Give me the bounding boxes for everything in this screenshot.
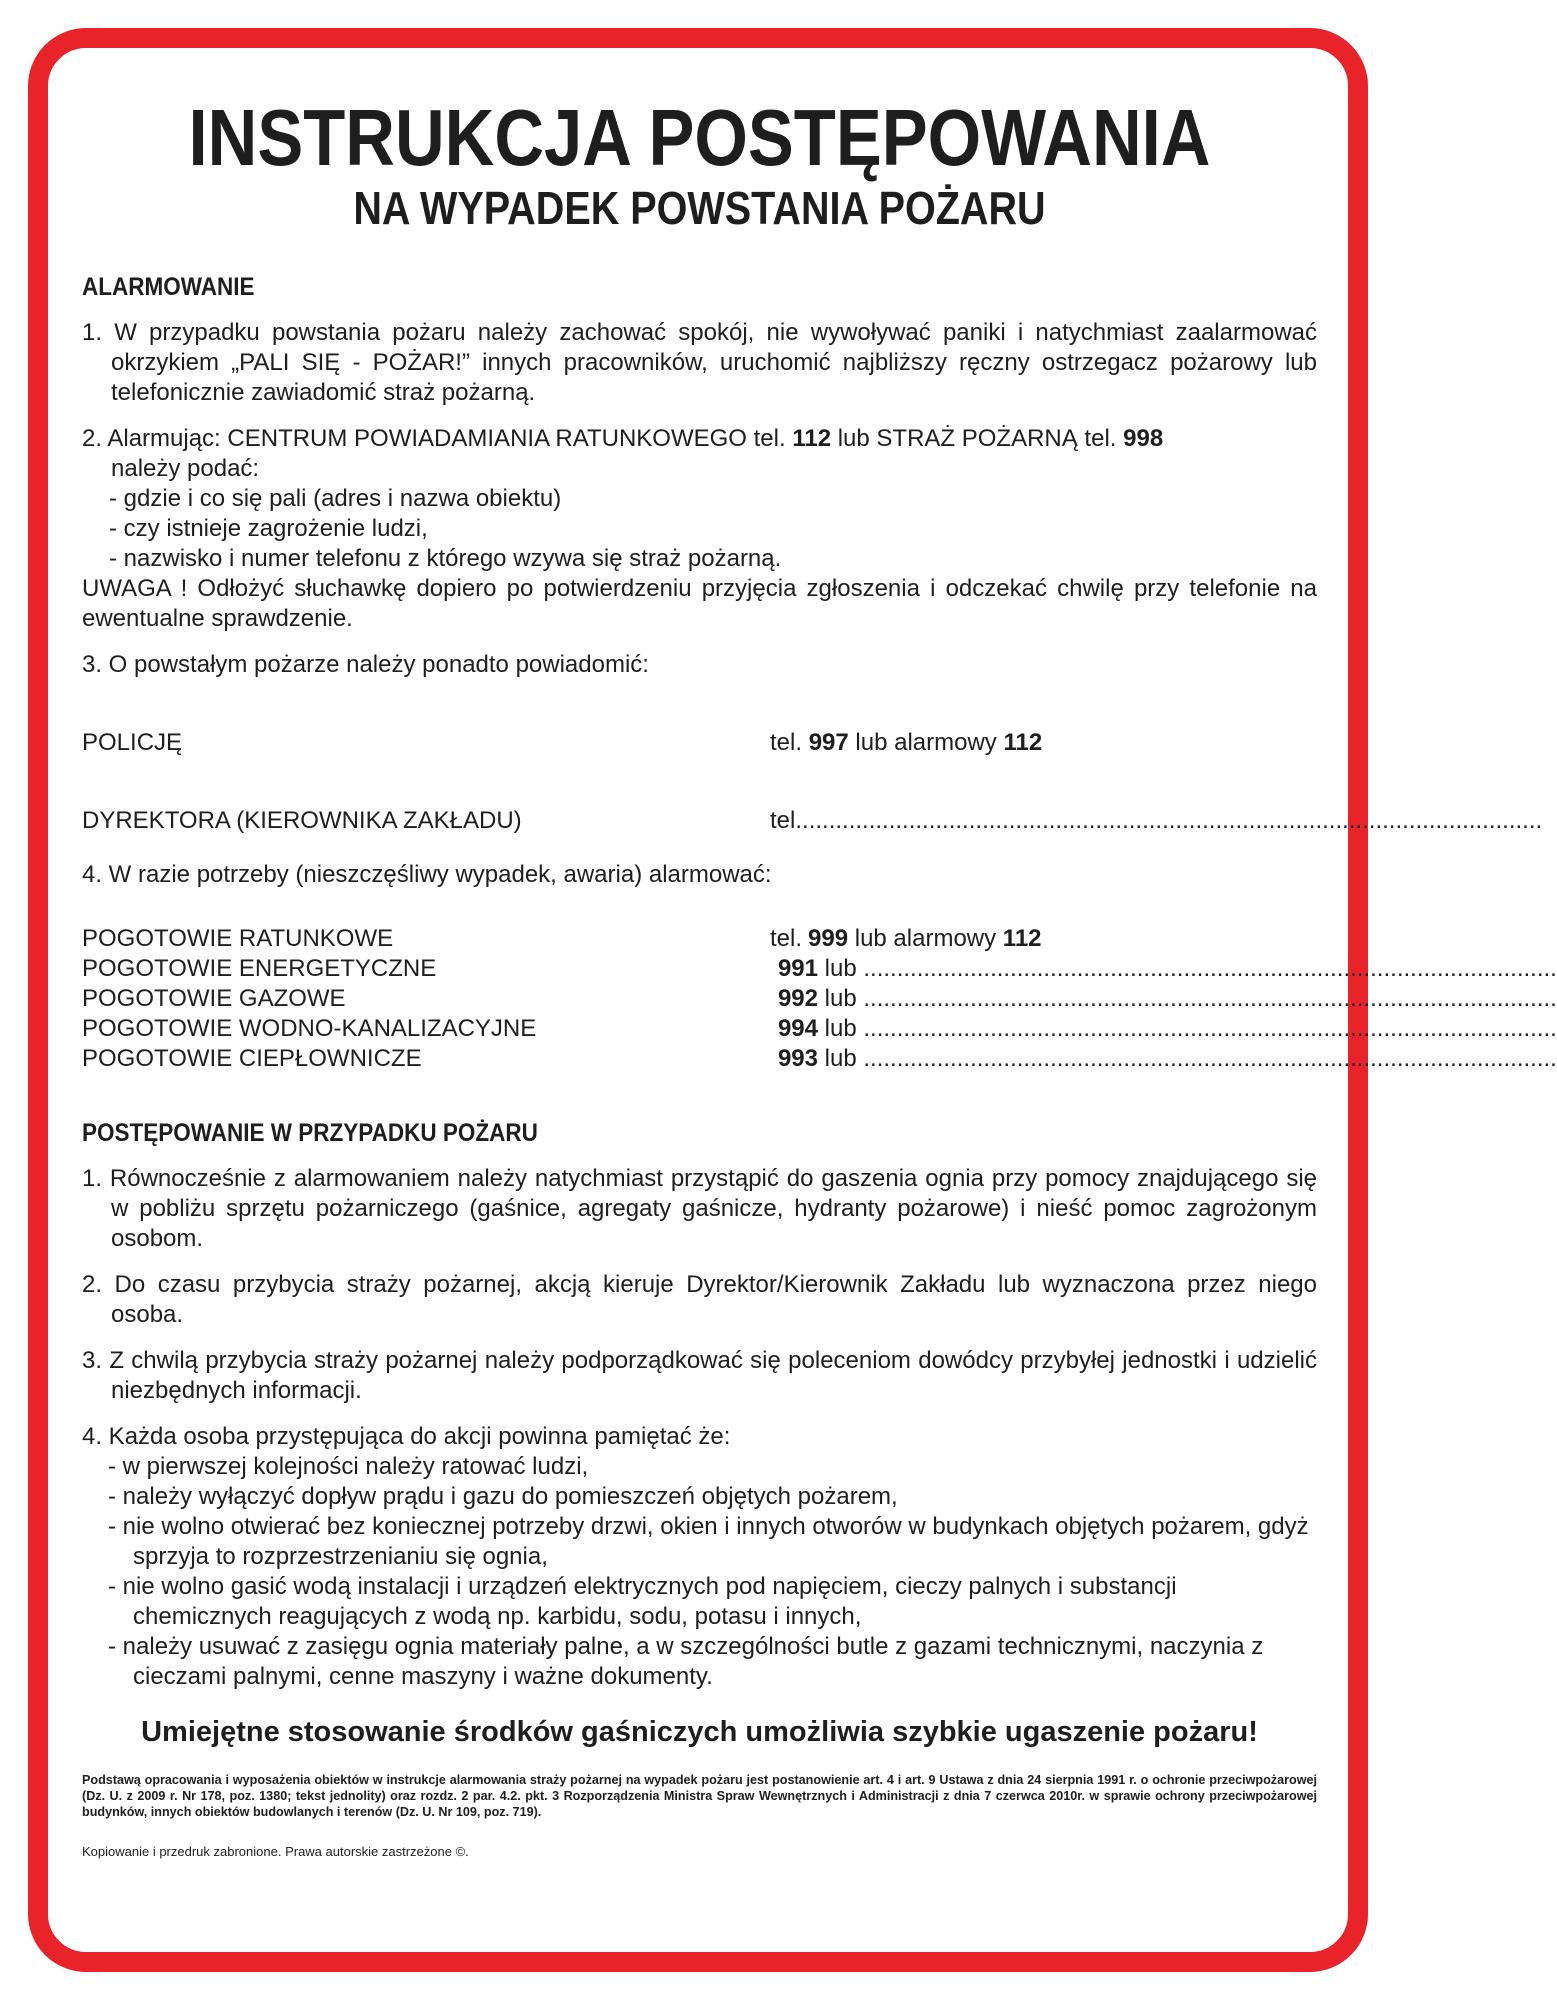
service-rest: lub [824,985,857,1012]
service-alarm-number: 112 [1002,925,1042,952]
service-phone-blank: ........................................................................................................ [863,985,1557,1012]
service-phone-blank: ........................................................................................................ [863,1015,1557,1042]
service-rest: lub alarmowy [854,925,997,952]
procedure-point-4: 4. Każda osoba przystępująca do akcji powinna pamiętać że: [82,1423,731,1450]
service-row [82,1044,1557,1074]
procedure-section-heading: POSTĘPOWANIE W PRZYPADKU POŻARU [82,1119,538,1147]
page-subtitle: NA WYPADEK POWSTANIA POŻARU [353,182,1046,234]
procedure-point-2: 2. Do czasu przybycia straży pożarnej, akcją kieruje Dyrektor/Kierownik Zakładu lub wyznaczona przez niego osoba. [82,1271,1317,1328]
alarm-info-item: - czy istnieje zagrożenie ludzi, [109,515,428,542]
police-alarm-number: 112 [1003,729,1043,756]
warning-note: UWAGA ! Odłożyć słuchawkę dopiero po potwierdzeniu przyjęcia zgłoszenia i odczekać chwilę przy telefonie na ewentualne sprawdzenie. [82,575,1317,632]
copyright-note: Kopiowanie i przedruk zabronione. Prawa autorskie zastrzeżone ©. [82,1844,469,1859]
police-number: 997 [808,729,849,756]
service-row [82,954,1557,984]
director-tel-prefix: tel [770,807,796,834]
director-phone-blank: ................................................................................................................ [795,807,1543,834]
procedure-rule-item: - należy usuwać z zasięgu ognia materiały palne, a w szczególności butle z gazami technicznymi, naczynia z cieczami palnymi, cenne maszyny i ważne dokumenty. [108,1633,1264,1690]
procedure-rule-item: - w pierwszej kolejności należy ratować ludzi, [108,1453,589,1480]
legal-basis-note: Podstawą opracowania i wyposażenia obiektów w instrukcje alarmowania straży pożarnej na wypadek pożaru jest postanowienie art. 4 i art. 9 Ustawa z dnia 24 sierpnia 1991 r. o ochronie przeciwpożarowej (Dz. U. z 2009 r. Nr 178, poz. 1380; tekst jednolity) oraz rozdz. 2 par. 4.2. pkt. 3 Rozporządzenia Ministra Spraw Wewnętrznych i Administracji z dnia 7 czerwca 2010r. w sprawie ochrony przeciwpożarowej budynków, innych obiektów budowlanych i terenów (Dz. U. Nr 109, poz. 719). [82,1773,1317,1819]
emergency-number-112: 112 [792,425,832,452]
sign-content [82,93,1557,1860]
police-tel-rest: lub alarmowy [855,729,997,756]
procedure-rule-item: - należy wyłączyć dopływ prądu i gazu do pomieszczeń objętych pożarem, [108,1483,898,1510]
services-list [82,924,1557,1074]
police-label: POLICJĘ [82,729,183,756]
police-tel-prefix: tel. [770,729,803,756]
service-rest: lub [824,955,857,982]
service-row [82,1014,1557,1044]
service-label: POGOTOWIE WODNO-KANALIZACYJNE [82,1015,537,1042]
fire-brigade-number-998: 998 [1123,425,1164,452]
page-title: INSTRUKCJA POSTĘPOWANIA [188,93,1211,182]
service-row [82,984,1557,1014]
alarm-point-2 [82,424,1317,484]
service-label: POGOTOWIE CIEPŁOWNICZE [82,1045,422,1072]
police-row [82,728,1317,758]
alarm-section-heading: ALARMOWANIE [82,273,255,301]
director-row [82,806,1543,836]
alarm-point-3: 3. O powstałym pożarze należy ponadto powiadomić: [82,651,649,678]
closing-statement: Umiejętne stosowanie środków gaśniczych umożliwia szybkie ugaszenie pożaru! [141,1716,1258,1748]
alarm-point-4: 4. W razie potrzeby (nieszczęśliwy wypadek, awaria) alarmować: [82,861,772,888]
service-number: 993 [777,1045,818,1072]
service-tel-prefix: tel. [770,925,803,952]
alarm-info-item: - nazwisko i numer telefonu z którego wzywa się straż pożarną. [109,545,782,572]
alarm-info-item: - gdzie i co się pali (adres i nazwa obiektu) [109,485,562,512]
service-number: 992 [777,985,818,1012]
service-number: 999 [808,925,849,952]
procedure-rule-item: - nie wolno otwierać bez koniecznej potrzeby drzwi, okien i innych otworów w budynkach objętych pożarem, gdyż sprzyja to rozprzestrzenianiu się ognia, [108,1513,1309,1570]
procedure-point-1: 1. Równocześnie z alarmowaniem należy natychmiast przystąpić do gaszenia ognia przy pomocy znajdującego się w pobliżu sprzętu pożarniczego (gaśnice, agregaty gaśnicze, hydranty pożarowe) i nieść pomoc zagrożonym osobom. [82,1165,1317,1252]
service-number: 994 [777,1015,818,1042]
service-row [82,924,1317,954]
alarm-point-2-text-b: lub STRAŻ POŻARNĄ tel. [837,425,1117,452]
service-phone-blank: ........................................................................................................ [863,955,1557,982]
alarm-point-2-text-c: należy podać: [111,455,260,482]
procedure-point-3: 3. Z chwilą przybycia straży pożarnej należy podporządkować się poleceniom dowódcy przybyłej jednostki i udzielić niezbędnych informacji. [82,1347,1317,1404]
service-label: POGOTOWIE RATUNKOWE [82,925,394,952]
alarm-point-2-text-a: 2. Alarmując: CENTRUM POWIADAMIANIA RATUNKOWEGO tel. [82,425,786,452]
service-rest: lub [824,1045,857,1072]
service-label: POGOTOWIE GAZOWE [82,985,346,1012]
director-label: DYREKTORA (KIEROWNIKA ZAKŁADU) [82,807,522,834]
procedure-rule-item: - nie wolno gasić wodą instalacji i urządzeń elektrycznych pod napięciem, cieczy palnych i substancji chemicznych reagujących z wodą np. karbidu, sodu, potasu i innych, [108,1573,1177,1630]
service-number: 991 [777,955,818,982]
alarm-point-1: 1. W przypadku powstania pożaru należy zachować spokój, nie wywoływać paniki i natychmiast zaalarmować okrzykiem „PALI SIĘ - POŻAR!” innych pracowników, uruchomić najbliższy ręczny ostrzegacz pożarowy lub telefonicznie zawiadomić straż pożarną. [82,319,1317,406]
service-phone-blank: ........................................................................................................ [863,1045,1557,1072]
service-rest: lub [824,1015,857,1042]
service-label: POGOTOWIE ENERGETYCZNE [82,955,437,982]
